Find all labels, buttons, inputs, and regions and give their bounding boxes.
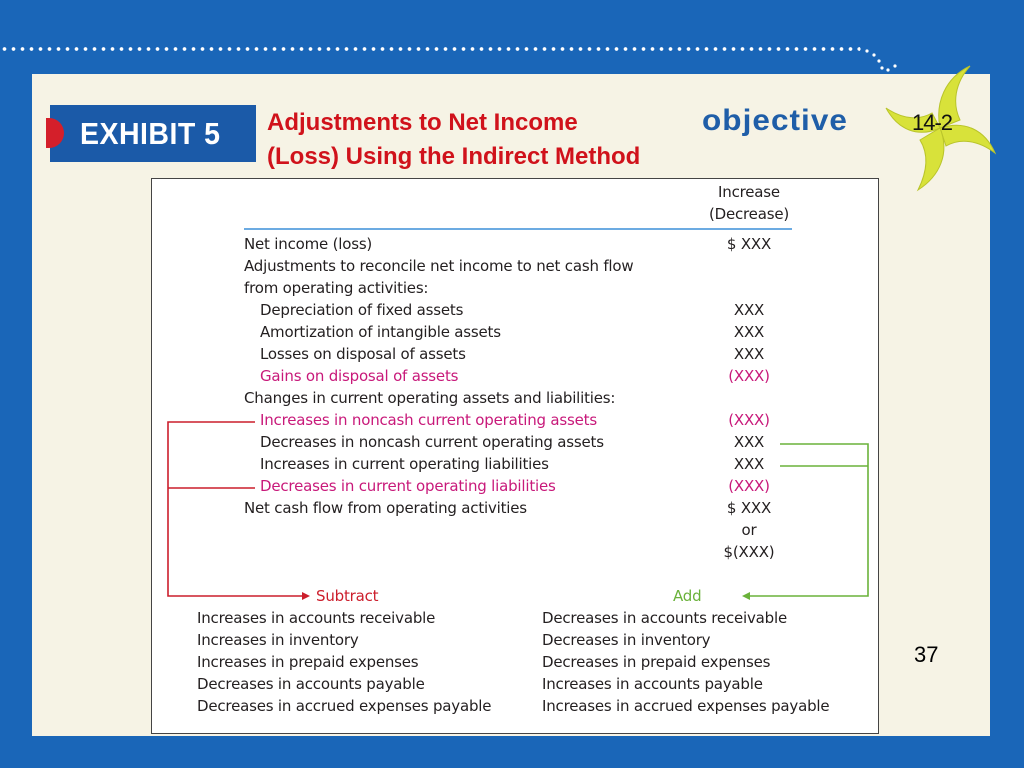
- row-label: Adjustments to reconcile net income to net cash flow: [244, 257, 634, 275]
- row-amount: (XXX): [728, 477, 770, 495]
- objective-number: 14-2: [912, 110, 953, 135]
- subtract-item: Decreases in accounts payable: [197, 675, 425, 693]
- row-label: Gains on disposal of assets: [260, 367, 459, 385]
- subtract-item: Increases in inventory: [197, 631, 359, 649]
- row-label: Increases in current operating liabilities: [260, 455, 549, 473]
- row-amount: $ XXX: [726, 235, 772, 253]
- row-amount: $(XXX): [723, 543, 775, 561]
- row-amount: XXX: [733, 301, 765, 319]
- row-amount: (XXX): [728, 411, 770, 429]
- exhibit-badge-tab: [46, 118, 64, 148]
- title-line-1: Adjustments to Net Income: [267, 109, 578, 136]
- row-label: Depreciation of fixed assets: [260, 301, 464, 319]
- row-label: Losses on disposal of assets: [260, 345, 466, 363]
- add-item: Decreases in prepaid expenses: [542, 653, 771, 671]
- row-label: Amortization of intangible assets: [260, 323, 501, 341]
- row-amount: XXX: [733, 433, 765, 451]
- subtract-item: Decreases in accrued expenses payable: [197, 697, 492, 715]
- subtract-item: Increases in accounts receivable: [197, 609, 436, 627]
- row-label: from operating activities:: [244, 279, 429, 297]
- row-amount: XXX: [733, 455, 765, 473]
- add-item: Decreases in accounts receivable: [542, 609, 787, 627]
- subtract-arrowhead: [302, 592, 310, 600]
- row-amount: or: [741, 521, 757, 539]
- exhibit-table-panel: [151, 178, 879, 734]
- row-label: Changes in current operating assets and liabilities:: [244, 389, 616, 407]
- add-label: Add: [673, 587, 702, 605]
- row-amount: XXX: [733, 323, 765, 341]
- header-decrease: (Decrease): [708, 205, 790, 223]
- exhibit-label: EXHIBIT 5: [80, 116, 221, 151]
- add-item: Increases in accounts payable: [542, 675, 763, 693]
- row-label: Decreases in noncash current operating assets: [260, 433, 604, 451]
- add-item: Increases in accrued expenses payable: [542, 697, 830, 715]
- row-label: Decreases in current operating liabilities: [260, 477, 556, 495]
- slide-title: [267, 106, 640, 174]
- row-label: Net income (loss): [244, 235, 373, 253]
- objective-label: objective: [702, 104, 849, 137]
- title-line-2: (Loss) Using the Indirect Method: [267, 143, 641, 170]
- subtract-item: Increases in prepaid expenses: [197, 653, 419, 671]
- add-item: Decreases in inventory: [542, 631, 711, 649]
- row-amount: (XXX): [728, 367, 770, 385]
- header-increase: Increase: [718, 183, 780, 201]
- row-amount: XXX: [733, 345, 765, 363]
- page-number: 37: [914, 642, 939, 667]
- dotted-line-decoration: [0, 46, 860, 52]
- row-label: Net cash flow from operating activities: [244, 499, 527, 517]
- add-arrowhead: [742, 592, 750, 600]
- exhibit-badge: [50, 105, 256, 162]
- row-label: Increases in noncash current operating assets: [260, 411, 597, 429]
- row-amount: $ XXX: [726, 499, 772, 517]
- subtract-label: Subtract: [316, 587, 379, 605]
